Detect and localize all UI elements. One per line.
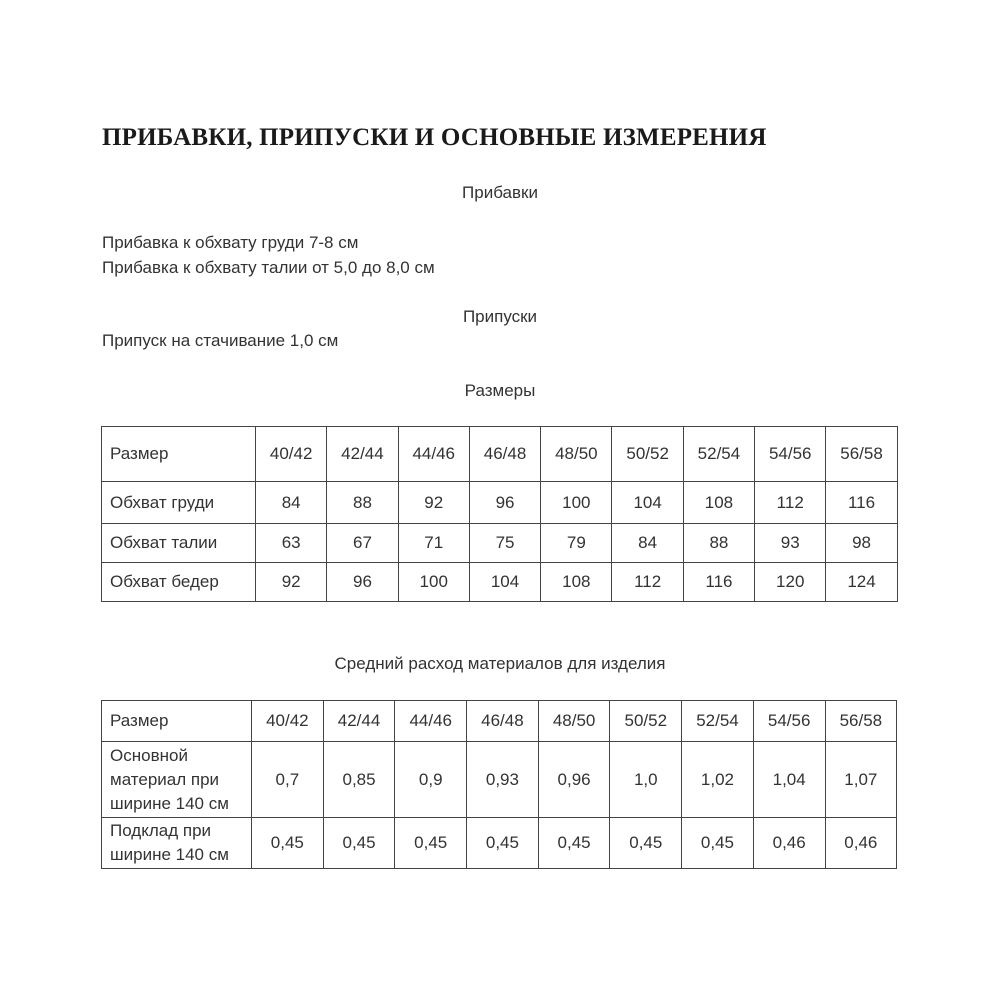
table-header-row <box>102 701 897 742</box>
table-cell: 67 <box>327 524 398 563</box>
table-cell: 108 <box>541 563 612 602</box>
seam-allowance-heading: Припуски <box>462 307 538 326</box>
row-label-line: Подклад при <box>110 821 212 840</box>
table-cell: 96 <box>469 482 540 524</box>
row-label-line: ширине 140 см <box>110 793 229 813</box>
materials-heading: Средний расход материалов для изделия <box>334 654 666 673</box>
table-cell: 0,45 <box>538 818 610 869</box>
table-header-cell: 44/46 <box>398 427 469 482</box>
table-header-cell: 40/42 <box>256 427 327 482</box>
table-header-cell: 50/52 <box>610 701 682 742</box>
table-header-cell: 44/46 <box>395 701 467 742</box>
row-label <box>102 818 252 869</box>
row-label: Обхват бедер <box>102 563 256 602</box>
table-cell: 84 <box>612 524 683 563</box>
table-cell: 0,45 <box>610 818 682 869</box>
table-header-cell: 54/56 <box>755 427 826 482</box>
table-header-cell: 48/50 <box>538 701 610 742</box>
allowance-waist-line: Прибавка к обхвату талии от 5,0 до 8,0 см <box>102 258 435 277</box>
table-cell: 0,9 <box>395 742 467 818</box>
page-title: ПРИБАВКИ, ПРИПУСКИ И ОСНОВНЫЕ ИЗМЕРЕНИЯ <box>102 124 767 151</box>
table-row <box>102 524 898 563</box>
table-cell: 88 <box>327 482 398 524</box>
table-cell: 1,02 <box>682 742 754 818</box>
table-header-cell: 54/56 <box>753 701 825 742</box>
table-row <box>102 818 897 869</box>
table-cell: 0,7 <box>252 742 324 818</box>
table-cell: 63 <box>256 524 327 563</box>
table-cell: 100 <box>541 482 612 524</box>
table-cell: 92 <box>256 563 327 602</box>
table-cell: 116 <box>826 482 897 524</box>
table-cell: 88 <box>683 524 754 563</box>
table-header-cell: 46/48 <box>467 701 539 742</box>
row-label-line: Основной <box>110 745 188 765</box>
row-label: Обхват талии <box>102 524 256 563</box>
table-cell: 84 <box>256 482 327 524</box>
table-header-cell: 52/54 <box>682 701 754 742</box>
table-cell: 0,46 <box>825 818 897 869</box>
table-cell: 96 <box>327 563 398 602</box>
materials-table <box>101 700 897 869</box>
row-label: Обхват груди <box>102 482 256 524</box>
table-cell: 104 <box>469 563 540 602</box>
table-header-cell: 50/52 <box>612 427 683 482</box>
table-cell: 112 <box>612 563 683 602</box>
table-cell: 108 <box>683 482 754 524</box>
table-cell: 104 <box>612 482 683 524</box>
allowance-chest-line: Прибавка к обхвату груди 7-8 см <box>102 233 359 252</box>
table-cell: 0,45 <box>467 818 539 869</box>
table-row <box>102 742 897 818</box>
table-cell: 0,85 <box>323 742 395 818</box>
table-header-row <box>102 427 898 482</box>
table-cell: 0,45 <box>252 818 324 869</box>
table-cell: 1,0 <box>610 742 682 818</box>
row-label-line: ширине 140 см <box>110 845 229 864</box>
table-header-cell: 40/42 <box>252 701 324 742</box>
sizes-heading: Размеры <box>464 381 536 400</box>
table-header-cell: 56/58 <box>826 427 897 482</box>
table-cell: 120 <box>755 563 826 602</box>
table-header-cell: 46/48 <box>469 427 540 482</box>
allowances-heading: Прибавки <box>462 183 538 202</box>
table-cell: 0,45 <box>323 818 395 869</box>
table-cell: 0,45 <box>395 818 467 869</box>
table-cell: 0,45 <box>682 818 754 869</box>
table-cell: 124 <box>826 563 897 602</box>
table-cell: 79 <box>541 524 612 563</box>
row-label-line: материал при <box>110 769 220 789</box>
table-header-cell: 42/44 <box>323 701 395 742</box>
table-header-cell: 52/54 <box>683 427 754 482</box>
table-cell: 116 <box>683 563 754 602</box>
table-header-cell: 42/44 <box>327 427 398 482</box>
table-cell: 1,07 <box>825 742 897 818</box>
table-cell: 1,04 <box>753 742 825 818</box>
table-row <box>102 563 898 602</box>
table-cell: 92 <box>398 482 469 524</box>
table-cell: 0,93 <box>467 742 539 818</box>
table-row <box>102 482 898 524</box>
table-header-cell: Размер <box>102 427 256 482</box>
table-cell: 71 <box>398 524 469 563</box>
row-label <box>102 742 252 818</box>
sizes-table <box>101 426 898 602</box>
seam-allowance-line: Припуск на стачивание 1,0 см <box>102 331 339 350</box>
table-header-cell: 56/58 <box>825 701 897 742</box>
table-header-cell: 48/50 <box>541 427 612 482</box>
table-cell: 75 <box>469 524 540 563</box>
table-cell: 0,46 <box>753 818 825 869</box>
table-header-cell: Размер <box>102 701 252 742</box>
table-cell: 0,96 <box>538 742 610 818</box>
table-cell: 112 <box>755 482 826 524</box>
table-cell: 98 <box>826 524 897 563</box>
table-cell: 93 <box>755 524 826 563</box>
table-cell: 100 <box>398 563 469 602</box>
